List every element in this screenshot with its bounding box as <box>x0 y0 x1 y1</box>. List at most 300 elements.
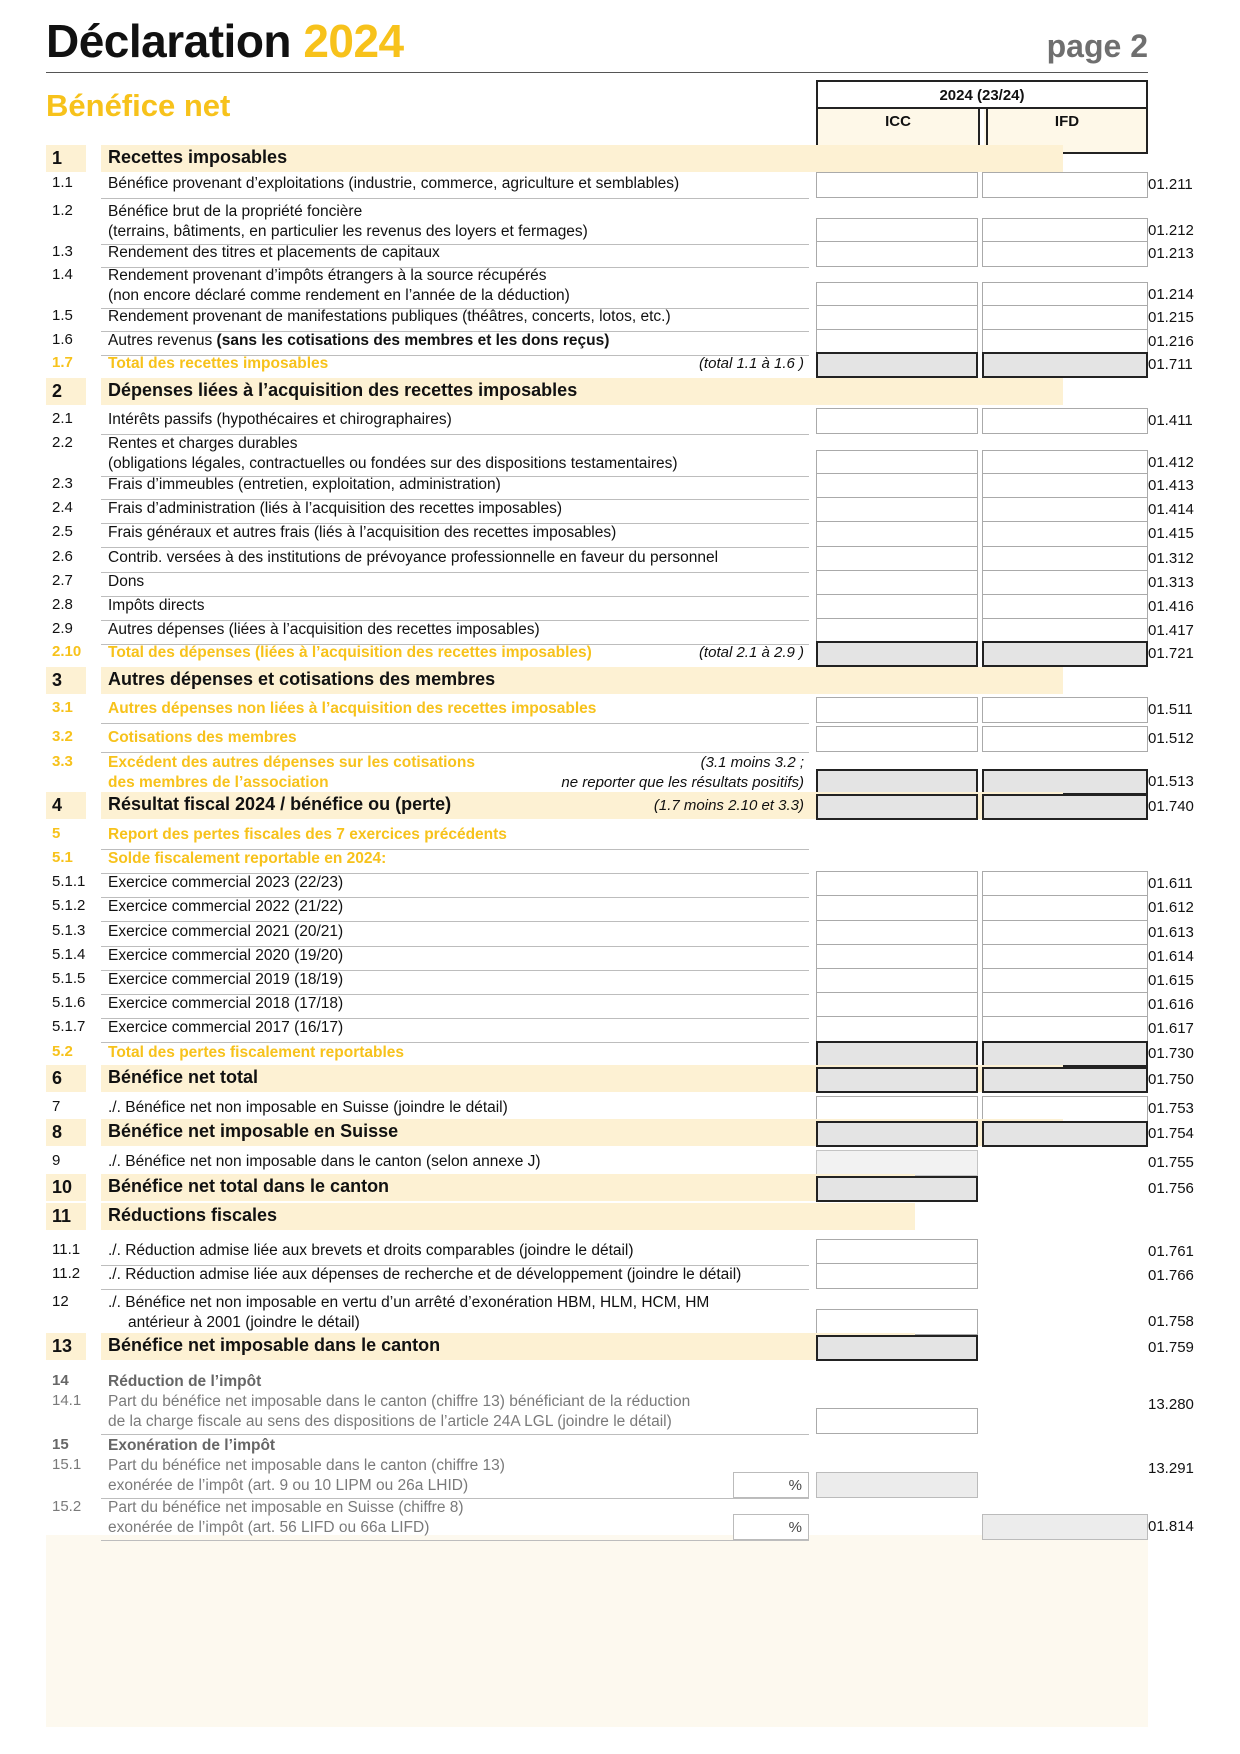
row-label <box>108 825 808 845</box>
row-label <box>108 1152 808 1172</box>
icc-input[interactable] <box>816 521 978 547</box>
label-text: ./. Bénéfice net non imposable en Suisse (joindre le détail) <box>108 1099 508 1116</box>
label-text: Réduction de l’impôt <box>108 1373 262 1390</box>
row-number: 15 <box>52 1436 69 1453</box>
row-code: 01.615 <box>1148 972 1194 989</box>
row-code: 01.611 <box>1148 875 1193 892</box>
label-text: Exercice commercial 2017 (16/17) <box>108 1019 344 1036</box>
row-label <box>108 849 808 869</box>
ifd-total-field[interactable] <box>982 1067 1148 1093</box>
row-number: 2.8 <box>52 596 73 613</box>
label-text: Rendement des titres et placements de capitaux <box>108 244 440 261</box>
icc-input[interactable] <box>816 968 978 994</box>
row-label <box>108 548 808 568</box>
note-text: (1.7 moins 2.10 et 3.3) <box>653 797 804 814</box>
header-divider <box>46 72 1148 73</box>
row-number: 3.3 <box>52 753 73 770</box>
row-code: 01.215 <box>1148 309 1194 326</box>
row-number: 11 <box>52 1206 72 1226</box>
label-text: Rendement provenant de manifestations publiques (théâtres, concerts, lotos, etc.) <box>108 308 671 325</box>
row-number: 5.1.2 <box>52 897 86 914</box>
row-code: 01.753 <box>1148 1100 1194 1117</box>
row-label <box>108 897 808 917</box>
icc-input[interactable] <box>816 992 978 1018</box>
row-code: 01.740 <box>1148 798 1194 815</box>
row-number: 2.7 <box>52 572 73 589</box>
row-number: 1 <box>52 148 63 168</box>
row-code: 01.416 <box>1148 598 1194 615</box>
label-text: Bénéfice net total <box>108 1067 259 1087</box>
label-text-line2: (obligations légales, contractuelles ou fondées sur des dispositions testamentaires) <box>108 455 678 472</box>
row-code: 01.614 <box>1148 948 1194 965</box>
label-text: Résultat fiscal 2024 / bénéfice ou (perte) <box>108 794 452 814</box>
row-label <box>108 331 808 351</box>
ifd-input[interactable] <box>982 920 1148 946</box>
label-text: ./. Bénéfice net non imposable dans le canton (selon annexe J) <box>108 1153 541 1170</box>
row-code: 01.766 <box>1148 1267 1194 1284</box>
percent-input[interactable]: % <box>733 1514 809 1540</box>
label-text: Exonération de l’impôt <box>108 1437 276 1454</box>
form-row <box>0 1067 1240 1095</box>
row-number: 2.3 <box>52 475 73 492</box>
row-code: 01.417 <box>1148 622 1194 639</box>
row-formula-note <box>654 796 804 816</box>
ifd-input[interactable] <box>982 521 1148 547</box>
row-code: 01.415 <box>1148 525 1194 542</box>
form-row <box>0 794 1240 822</box>
row-number: 2.10 <box>52 643 82 660</box>
row-number: 2 <box>52 381 63 401</box>
icc-input[interactable] <box>816 920 978 946</box>
note-text: (3.1 moins 3.2 ; <box>700 754 804 771</box>
icc-total-field[interactable] <box>816 1041 978 1067</box>
row-number: 10 <box>52 1177 73 1197</box>
row-label <box>108 1436 808 1456</box>
row-number: 3 <box>52 670 63 690</box>
row-number: 2.1 <box>52 410 73 427</box>
icc-input[interactable] <box>816 871 978 897</box>
row-code: 01.617 <box>1148 1020 1194 1037</box>
ifd-total-field[interactable] <box>982 352 1148 378</box>
ifd-input[interactable] <box>982 944 1148 970</box>
row-number: 1.6 <box>52 331 73 348</box>
row-code: 01.758 <box>1148 1313 1194 1330</box>
label-text: Contrib. versées à des institutions de prévoyance professionnelle en faveur du personnel <box>108 549 719 566</box>
row-label <box>108 596 808 616</box>
icc-input[interactable] <box>816 570 978 596</box>
icc-input[interactable] <box>816 1309 978 1335</box>
row-label <box>108 475 808 495</box>
label-text: Part du bénéfice net imposable en Suisse (chiffre 8) <box>108 1499 464 1516</box>
label-text: Solde fiscalement reportable en 2024: <box>108 850 387 867</box>
label-text-line2: (non encore déclaré comme rendement en l’année de la déduction) <box>108 287 570 304</box>
row-number: 5.2 <box>52 1043 73 1060</box>
row-code: 01.212 <box>1148 222 1194 239</box>
row-number: 5.1.4 <box>52 946 86 963</box>
row-underline <box>101 1289 809 1290</box>
icc-total-field[interactable] <box>816 1067 978 1093</box>
row-label <box>108 434 808 474</box>
label-text: Total des recettes imposables <box>108 355 329 372</box>
row-code: 01.761 <box>1148 1243 1194 1260</box>
label-text: Rentes et charges durables <box>108 435 298 452</box>
label-text: Excédent des autres dépenses sur les cotisations <box>108 754 475 771</box>
row-label <box>108 380 808 400</box>
label-text: Total des dépenses (liées à l’acquisition des recettes imposables) <box>108 644 592 661</box>
ifd-input[interactable] <box>982 546 1148 572</box>
label-text: Exercice commercial 2019 (18/19) <box>108 971 344 988</box>
ifd-input[interactable] <box>982 1016 1148 1042</box>
section-title: Bénéfice net <box>46 88 231 123</box>
grey-section-bg <box>46 1535 1148 1727</box>
label-text: Bénéfice net total dans le canton <box>108 1176 390 1196</box>
label-text: Intérêts passifs (hypothécaires et chirographaires) <box>108 411 452 428</box>
label-text-line2: exonérée de l’impôt (art. 56 LIFD ou 66a LIFD) <box>108 1519 430 1536</box>
row-code: 01.414 <box>1148 501 1194 518</box>
note-text: (total 2.1 à 2.9 ) <box>698 644 804 661</box>
icc-input[interactable] <box>816 305 978 331</box>
ifd-total-field[interactable] <box>982 641 1148 667</box>
row-code: 01.412 <box>1148 454 1194 471</box>
row-formula-note <box>699 354 804 374</box>
row-formula-note <box>561 753 804 793</box>
row-code: 01.213 <box>1148 245 1194 262</box>
form-row <box>0 1016 1240 1044</box>
label-text: Autres dépenses et cotisations des membres <box>108 669 496 689</box>
label-text: Bénéfice net imposable dans le canton <box>108 1335 441 1355</box>
icc-input[interactable] <box>816 594 978 620</box>
label-text: Rendement provenant d’impôts étrangers à la source récupérés <box>108 267 547 284</box>
label-bold-text: (sans les cotisations des membres et les dons reçus) <box>212 332 610 349</box>
row-number: 9 <box>52 1152 61 1169</box>
row-label <box>108 728 808 748</box>
form-row <box>0 521 1240 549</box>
row-label <box>108 873 808 893</box>
label-text: Exercice commercial 2021 (20/21) <box>108 923 344 940</box>
row-number: 5.1.1 <box>52 873 86 890</box>
label-text: Exercice commercial 2023 (22/23) <box>108 874 344 891</box>
form-row <box>0 1121 1240 1149</box>
row-number: 1.7 <box>52 354 73 371</box>
form-row <box>0 1263 1240 1291</box>
row-label <box>108 1265 808 1285</box>
ifd-input[interactable] <box>982 570 1148 596</box>
ifd-total-field[interactable] <box>982 1041 1148 1067</box>
row-number: 1.4 <box>52 266 73 283</box>
icc-header: ICC <box>818 109 980 152</box>
row-label <box>108 1392 808 1432</box>
row-label <box>108 174 808 194</box>
icc-input[interactable] <box>816 408 978 434</box>
icc-input[interactable] <box>816 473 978 499</box>
row-label <box>108 202 808 242</box>
row-number: 11.2 <box>52 1265 81 1282</box>
column-header <box>816 80 1148 154</box>
row-label <box>108 1205 808 1225</box>
label-text: ./. Réduction admise liée aux brevets et droits comparables (joindre le détail) <box>108 1242 634 1259</box>
label-text-line2: des membres de l’association <box>108 774 329 791</box>
row-number: 1.1 <box>52 174 73 191</box>
note-text: (total 1.1 à 1.6 ) <box>698 355 804 372</box>
label-text-line2: antérieur à 2001 (joindre le détail) <box>128 1314 360 1331</box>
row-code: 01.730 <box>1148 1045 1194 1062</box>
row-code: 01.814 <box>1148 1518 1194 1535</box>
row-number: 5.1.5 <box>52 970 86 987</box>
label-text: Exercice commercial 2020 (19/20) <box>108 947 344 964</box>
icc-input[interactable] <box>816 895 978 921</box>
row-code: 13.291 <box>1148 1460 1194 1477</box>
row-label <box>108 994 808 1014</box>
note-text-line2: ne reporter que les résultats positifs) <box>561 774 804 791</box>
row-label <box>108 523 808 543</box>
row-label <box>108 147 808 167</box>
icc-input[interactable] <box>816 1150 978 1176</box>
row-label <box>108 1098 808 1118</box>
ifd-input[interactable] <box>982 473 1148 499</box>
label-text: ./. Bénéfice net non imposable en vertu d’un arrêté d’exonération HBM, HLM, HCM, HM <box>108 1294 710 1311</box>
form-row <box>0 895 1240 923</box>
row-label <box>108 1293 808 1333</box>
row-label <box>108 1498 808 1538</box>
ifd-input[interactable] <box>982 1514 1148 1540</box>
page-title <box>46 14 404 68</box>
row-number: 2.9 <box>52 620 73 637</box>
form-row <box>0 641 1240 669</box>
label-text: Dons <box>108 573 145 590</box>
label-text: Part du bénéfice net imposable dans le canton (chiffre 13) bénéficiant de la réduction <box>108 1393 691 1410</box>
row-label <box>108 922 808 942</box>
row-number: 3.1 <box>52 699 73 716</box>
row-formula-note <box>699 643 804 663</box>
row-label <box>108 669 808 689</box>
row-number: 15.2 <box>52 1498 82 1515</box>
row-code: 01.312 <box>1148 550 1194 567</box>
row-code: 01.313 <box>1148 574 1194 591</box>
ifd-input[interactable] <box>982 726 1148 752</box>
row-number: 5.1.3 <box>52 922 86 939</box>
icc-input[interactable] <box>816 1016 978 1042</box>
row-underline <box>101 723 809 724</box>
row-number: 5.1.6 <box>52 994 86 1011</box>
row-code: 01.411 <box>1148 412 1193 429</box>
label-text-line2: exonérée de l’impôt (art. 9 ou 10 LIPM ou 26a LHID) <box>108 1477 469 1494</box>
ifd-input[interactable] <box>982 408 1148 434</box>
row-code: 01.512 <box>1148 730 1194 747</box>
row-code: 01.214 <box>1148 286 1194 303</box>
form-row <box>0 726 1240 754</box>
ifd-input[interactable] <box>982 305 1148 331</box>
form-row <box>0 380 1240 408</box>
label-text: Réductions fiscales <box>108 1205 278 1225</box>
icc-input[interactable] <box>816 172 978 198</box>
row-code: 01.413 <box>1148 477 1194 494</box>
row-label <box>108 970 808 990</box>
icc-total-field[interactable] <box>816 641 978 667</box>
row-number: 1.3 <box>52 243 73 260</box>
icc-input[interactable] <box>816 726 978 752</box>
ifd-total-field[interactable] <box>982 794 1148 820</box>
row-label <box>108 1018 808 1038</box>
form-row <box>0 1496 1240 1542</box>
form-row <box>0 1335 1240 1363</box>
row-label <box>108 620 808 640</box>
row-number: 3.2 <box>52 728 73 745</box>
icc-total-field[interactable] <box>816 794 978 820</box>
row-number: 11.1 <box>52 1241 81 1258</box>
row-number: 12 <box>52 1293 69 1310</box>
icc-input[interactable] <box>816 1263 978 1289</box>
label-text: Impôts directs <box>108 597 205 614</box>
label-text: ./. Réduction admise liée aux dépenses de recherche et de développement (joindre le détail) <box>108 1266 742 1283</box>
row-code: 01.754 <box>1148 1125 1194 1142</box>
row-number: 14 <box>52 1372 69 1389</box>
ifd-input[interactable] <box>982 594 1148 620</box>
label-text: Cotisations des membres <box>108 729 297 746</box>
label-text: Exercice commercial 2018 (17/18) <box>108 995 344 1012</box>
ifd-input[interactable] <box>982 895 1148 921</box>
icc-total-field[interactable] <box>816 1121 978 1147</box>
row-label <box>108 572 808 592</box>
row-label <box>108 1176 808 1196</box>
row-label <box>108 699 808 719</box>
row-label <box>108 307 808 327</box>
ifd-input[interactable] <box>982 871 1148 897</box>
row-code: 01.216 <box>1148 333 1194 350</box>
icc-input[interactable] <box>816 546 978 572</box>
ifd-input[interactable] <box>982 497 1148 523</box>
form-row <box>0 200 1240 246</box>
row-number: 5.1 <box>52 849 73 866</box>
label-text: Exercice commercial 2022 (21/22) <box>108 898 344 915</box>
row-number: 2.5 <box>52 523 73 540</box>
ifd-input[interactable] <box>982 968 1148 994</box>
form-row <box>0 432 1240 478</box>
row-label <box>108 410 808 430</box>
row-code: 01.721 <box>1148 645 1194 662</box>
period-label: 2024 (23/24) <box>818 82 1146 109</box>
row-number: 4 <box>52 795 63 815</box>
form-row <box>0 1454 1240 1500</box>
row-label <box>108 1121 808 1141</box>
row-number: 14.1 <box>52 1392 82 1409</box>
row-label <box>108 243 808 263</box>
icc-input[interactable] <box>816 697 978 723</box>
row-number: 13 <box>52 1336 73 1356</box>
icc-input[interactable] <box>816 1408 978 1434</box>
percent-input[interactable]: % <box>733 1472 809 1498</box>
ifd-input[interactable] <box>982 697 1148 723</box>
row-code: 01.750 <box>1148 1071 1194 1088</box>
row-label <box>108 1456 808 1496</box>
row-code: 01.616 <box>1148 996 1194 1013</box>
form-row <box>0 1291 1240 1337</box>
label-text: Report des pertes fiscales des 7 exercices précédents <box>108 826 507 843</box>
icc-total-field[interactable] <box>816 352 978 378</box>
row-code: 01.711 <box>1148 356 1193 373</box>
icc-input[interactable] <box>816 944 978 970</box>
row-underline <box>101 1540 809 1541</box>
row-code: 01.612 <box>1148 899 1194 916</box>
page-number: page 2 <box>1046 28 1148 64</box>
row-label <box>108 1241 808 1261</box>
label-text-line2: de la charge fiscale au sens des dispositions de l’article 24A LGL (joindre le détail) <box>108 1413 672 1430</box>
label-text: Bénéfice net imposable en Suisse <box>108 1121 399 1141</box>
form-row <box>0 1176 1240 1204</box>
row-label <box>108 946 808 966</box>
row-number: 1.5 <box>52 307 73 324</box>
title-year: 2024 <box>303 15 404 67</box>
row-code: 01.511 <box>1148 701 1193 718</box>
form-row <box>0 1205 1240 1233</box>
row-code: 01.211 <box>1148 176 1193 193</box>
row-number: 5 <box>52 825 61 842</box>
label-text: Autres dépenses non liées à l’acquisition des recettes imposables <box>108 700 597 717</box>
row-number: 1.2 <box>52 202 73 219</box>
row-label <box>108 1067 808 1087</box>
form-row <box>0 352 1240 380</box>
label-text: Bénéfice brut de la propriété foncière <box>108 203 363 220</box>
form-row <box>0 264 1240 310</box>
row-label <box>108 1372 808 1392</box>
icc-total-field[interactable] <box>816 1335 978 1361</box>
form-row <box>0 1390 1240 1436</box>
row-number: 5.1.7 <box>52 1018 86 1035</box>
row-number: 8 <box>52 1122 63 1142</box>
label-text: Frais d’immeubles (entretien, exploitation, administration) <box>108 476 501 493</box>
label-text: Autres revenus <box>108 332 213 349</box>
row-code: 01.613 <box>1148 924 1194 941</box>
ifd-header: IFD <box>986 109 1146 152</box>
label-text: Total des pertes fiscalement reportables <box>108 1044 405 1061</box>
row-number: 6 <box>52 1068 63 1088</box>
label-text: Autres dépenses (liées à l’acquisition des recettes imposables) <box>108 621 540 638</box>
row-label <box>108 1335 808 1355</box>
label-text: Dépenses liées à l’acquisition des recettes imposables <box>108 380 578 400</box>
form-row <box>0 172 1240 200</box>
label-text-line2: (terrains, bâtiments, en particulier les revenus des loyers et fermages) <box>108 223 588 240</box>
row-code: 01.756 <box>1148 1180 1194 1197</box>
title-word: Déclaration <box>46 15 292 67</box>
label-text: Part du bénéfice net imposable dans le canton (chiffre 13) <box>108 1457 505 1474</box>
form-row <box>0 697 1240 725</box>
form-row <box>0 147 1240 175</box>
form-row <box>0 751 1240 797</box>
label-text: Frais généraux et autres frais (liés à l’acquisition des recettes imposables) <box>108 524 617 541</box>
ifd-input[interactable] <box>982 992 1148 1018</box>
row-code: 01.759 <box>1148 1339 1194 1356</box>
row-label <box>108 499 808 519</box>
form-row <box>0 669 1240 697</box>
icc-input[interactable] <box>816 1472 978 1498</box>
label-text: Bénéfice provenant d’exploitations (industrie, commerce, agriculture et semblables) <box>108 175 680 192</box>
ifd-total-field[interactable] <box>982 1121 1148 1147</box>
icc-input[interactable] <box>816 1239 978 1265</box>
label-text: Recettes imposables <box>108 147 288 167</box>
row-underline <box>101 198 809 199</box>
row-code: 01.755 <box>1148 1154 1194 1171</box>
row-code: 01.513 <box>1148 773 1194 790</box>
row-label <box>108 266 808 306</box>
row-code: 13.280 <box>1148 1396 1194 1413</box>
row-label <box>108 1043 808 1063</box>
ifd-input[interactable] <box>982 172 1148 198</box>
icc-input[interactable] <box>816 497 978 523</box>
row-number: 2.2 <box>52 434 73 451</box>
row-number: 2.4 <box>52 499 73 516</box>
icc-total-field[interactable] <box>816 1176 978 1202</box>
row-number: 7 <box>52 1098 61 1115</box>
row-number: 2.6 <box>52 548 73 565</box>
